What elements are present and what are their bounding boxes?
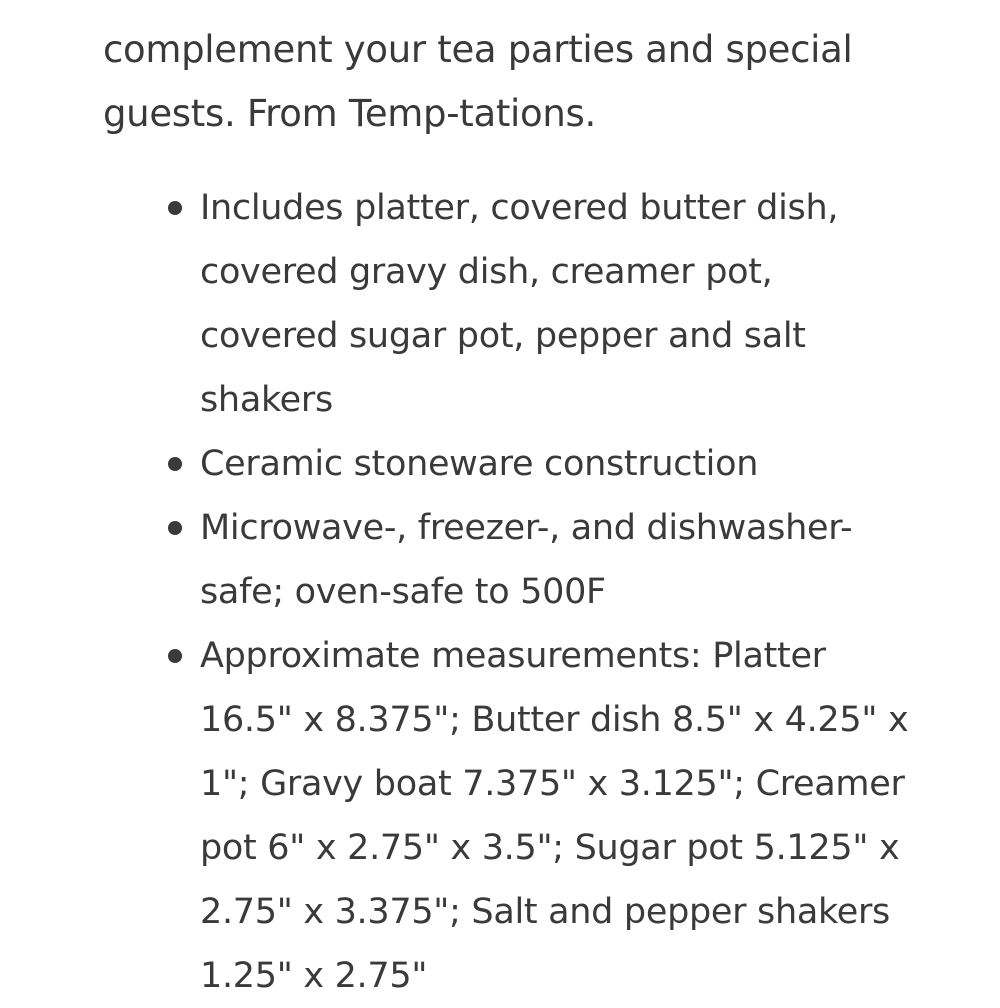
feature-line: Includes platter, covered butter dish, xyxy=(200,188,839,228)
feature-line: 2.75" x 3.375"; Salt and pepper shakers xyxy=(200,892,890,932)
feature-line: safe; oven-safe to 500F xyxy=(200,572,606,612)
feature-line: Ceramic stoneware construction xyxy=(200,444,759,484)
feature-line: pot 6" x 2.75" x 3.5"; Sugar pot 5.125" x xyxy=(200,828,900,868)
intro-line: complement your tea parties and special xyxy=(103,28,853,71)
feature-item-measurements xyxy=(103,624,908,1008)
feature-line: shakers xyxy=(200,380,333,420)
feature-list xyxy=(103,176,908,1008)
feature-line: covered gravy dish, creamer pot, xyxy=(200,252,773,292)
feature-item-material xyxy=(103,432,908,496)
bullet-icon xyxy=(168,201,182,215)
bullet-icon xyxy=(168,457,182,471)
intro-line: guests. From Temp-tations. xyxy=(103,92,596,135)
bullet-icon xyxy=(168,649,182,663)
feature-line: 16.5" x 8.375"; Butter dish 8.5" x 4.25" x xyxy=(200,700,909,740)
feature-line: Microwave-, freezer-, and dishwasher- xyxy=(200,508,853,548)
feature-line: 1.25" x 2.75" xyxy=(200,956,428,996)
feature-item-care xyxy=(103,496,908,624)
feature-item-contents xyxy=(103,176,908,432)
feature-line: covered sugar pot, pepper and salt xyxy=(200,316,806,356)
feature-line: 1"; Gravy boat 7.375" x 3.125"; Creamer xyxy=(200,764,905,804)
description-intro xyxy=(103,18,852,146)
feature-line: Approximate measurements: Platter xyxy=(200,636,826,676)
bullet-icon xyxy=(168,521,182,535)
